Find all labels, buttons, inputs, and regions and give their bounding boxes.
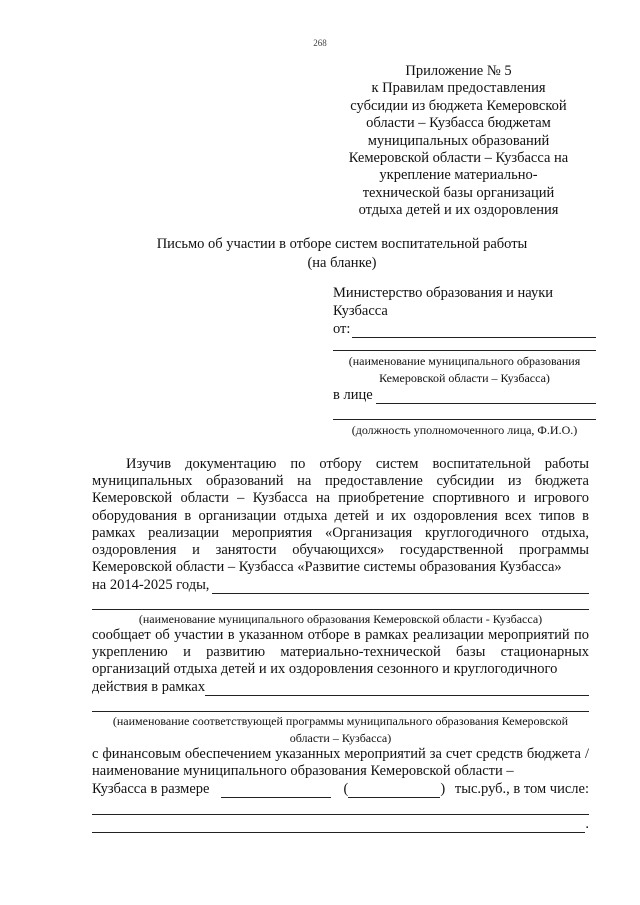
program-field[interactable] — [205, 681, 589, 696]
amount-suffix: тыс.руб., в том числе: — [454, 781, 589, 797]
municipality-name-field[interactable] — [92, 609, 589, 610]
municipality-name-caption: (наименование муниципального образования Кемеровской области - Кузбасса) — [138, 612, 543, 626]
paragraph-2-tail: действия в рамках — [92, 679, 206, 695]
amount-field[interactable] — [221, 783, 331, 798]
amount-row — [92, 781, 589, 798]
appendix-line: Кемеровской области – Кузбасса на — [348, 150, 569, 167]
appendix-line: отдыха детей и их оздоровления — [358, 202, 559, 219]
paragraph-3: с финансовым обеспечением указанных мероприятий за счет средств бюджета / наименование муниципального образования Кемеровской области – — [92, 746, 589, 780]
addressee-line-2: Кузбасса — [333, 303, 388, 319]
title-subline: (на бланке) — [307, 255, 377, 271]
municipality-caption — [333, 353, 596, 387]
amount-prefix: Кузбасса в размере — [92, 781, 210, 797]
position-field[interactable] — [333, 419, 596, 420]
page-number: 268 — [313, 38, 327, 48]
end-mark: . — [585, 816, 589, 832]
paragraph-1-tail-row — [92, 577, 589, 594]
breakdown-line-1[interactable] — [92, 814, 589, 815]
paragraph-2: сообщает об участии в указанном отборе в рамках реализации мероприятий по укреплению и развитию материально-технической базы стационарных организаций отдыха детей и их оздоровления сезонного и круглогодичного — [92, 627, 589, 678]
appendix-line: субсидии из бюджета Кемеровской — [350, 97, 567, 114]
from-row — [333, 321, 596, 338]
close-paren: ) — [440, 781, 446, 797]
appendix-line: Приложение № 5 — [405, 63, 512, 79]
title-line: Письмо об участии в отборе систем воспитательной работы — [156, 236, 528, 252]
appendix-line: укрепление материально- — [379, 167, 538, 184]
paragraph-2-tail-row — [92, 679, 589, 696]
person-label: в лице — [333, 387, 373, 403]
position-caption: (должность уполномоченного лица, Ф.И.О.) — [351, 423, 578, 437]
program-caption — [92, 713, 589, 747]
paragraph-1-tail: на 2014-2025 годы, — [92, 577, 210, 593]
from-field[interactable] — [352, 323, 596, 338]
program-name-field[interactable] — [92, 711, 589, 712]
appendix-line: муниципальных образований — [367, 132, 550, 149]
breakdown-row-2 — [92, 816, 589, 833]
caption-line: Кемеровской области – Кузбасса) — [379, 371, 550, 385]
addressee-line-1: Министерство образования и науки — [333, 285, 554, 301]
document-title — [100, 235, 584, 273]
municipality-field[interactable] — [333, 350, 596, 351]
open-paren: ( — [343, 781, 349, 797]
breakdown-line-2[interactable] — [92, 818, 585, 833]
amount-words-field[interactable] — [348, 783, 440, 798]
years-field[interactable] — [212, 579, 589, 594]
caption-line: (наименование соответствующей программы муниципального образования Кемеровской — [112, 714, 569, 728]
from-label: от: — [333, 321, 351, 337]
paragraph-1: Изучив документацию по отбору систем воспитательной работы муниципальных образований на предоставление субсидии из бюджета Кемеровской области – Кузбасса на приобретение спортивного и игрового оборудования в организации отдыха детей и их оздоровления всех типов в рамках реализации мероприятия «Организация круглогодичного отдыха, оздоровления и занятости обучающихся» государственной программы Кемеровской области – Кузбасса «Развитие системы образования Кузбасса» — [92, 456, 589, 576]
caption-line: области – Кузбасса) — [289, 731, 392, 745]
appendix-line: технической базы организаций — [362, 184, 555, 201]
person-field[interactable] — [376, 389, 596, 404]
appendix-header — [330, 63, 587, 220]
appendix-line: к Правилам предоставления — [371, 80, 546, 97]
caption-line: (наименование муниципального образования — [348, 354, 581, 368]
person-row — [333, 387, 596, 404]
appendix-line: области – Кузбасса бюджетам — [366, 115, 551, 132]
